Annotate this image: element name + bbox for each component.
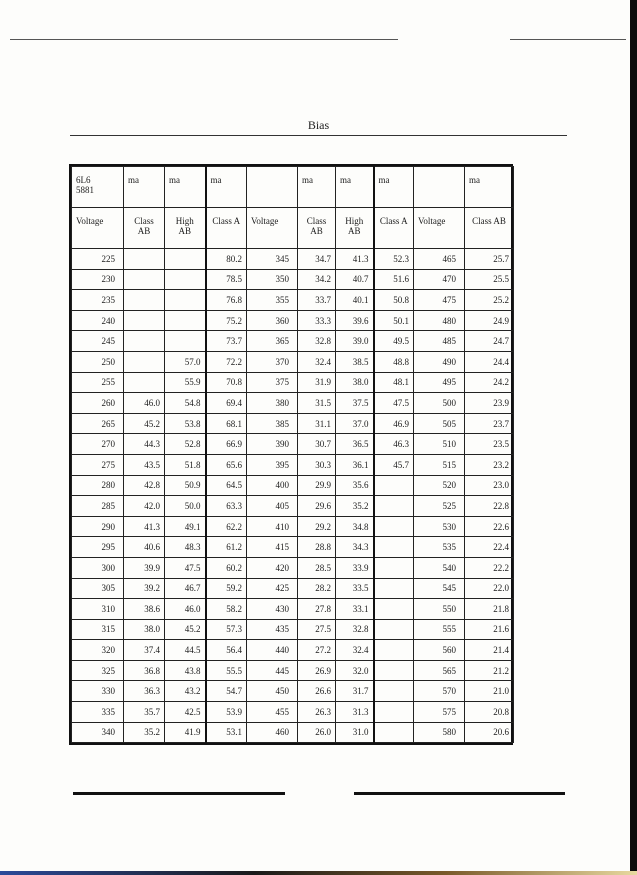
voltage-cell: 365 xyxy=(247,331,298,352)
voltage-cell: 345 xyxy=(247,249,298,270)
current-cell: 30.3 xyxy=(298,454,336,475)
voltage-cell: 375 xyxy=(247,372,298,393)
current-cell: 42.8 xyxy=(124,475,165,496)
current-cell xyxy=(374,516,414,537)
voltage-cell: 350 xyxy=(247,269,298,290)
voltage-cell: 325 xyxy=(72,660,124,681)
current-cell: 22.4 xyxy=(465,537,514,558)
current-cell: 32.0 xyxy=(336,660,374,681)
title-underline xyxy=(70,135,567,136)
current-cell: 37.4 xyxy=(124,640,165,661)
current-cell: 44.5 xyxy=(165,640,206,661)
current-cell xyxy=(124,351,165,372)
table-row xyxy=(72,454,514,475)
current-cell: 23.0 xyxy=(465,475,514,496)
current-cell xyxy=(124,372,165,393)
current-cell: 22.6 xyxy=(465,516,514,537)
voltage-cell: 405 xyxy=(247,496,298,517)
current-cell: 35.2 xyxy=(124,722,165,743)
current-cell: 24.4 xyxy=(465,351,514,372)
current-cell: 69.4 xyxy=(206,393,247,414)
current-cell: 80.2 xyxy=(206,249,247,270)
current-cell: 33.7 xyxy=(298,290,336,311)
current-cell: 36.8 xyxy=(124,660,165,681)
current-cell: 50.8 xyxy=(374,290,414,311)
table-row xyxy=(72,619,514,640)
current-cell: 35.2 xyxy=(336,496,374,517)
current-cell xyxy=(374,475,414,496)
unit-header: ma xyxy=(298,167,336,208)
table-row xyxy=(72,475,514,496)
table-row xyxy=(72,640,514,661)
current-cell xyxy=(374,640,414,661)
current-cell: 26.9 xyxy=(298,660,336,681)
unit-header: ma xyxy=(124,167,165,208)
current-cell: 55.9 xyxy=(165,372,206,393)
voltage-cell: 510 xyxy=(414,434,465,455)
voltage-cell: 460 xyxy=(247,722,298,743)
current-cell: 45.2 xyxy=(124,413,165,434)
current-cell: 68.1 xyxy=(206,413,247,434)
bottom-rule-right xyxy=(354,792,565,795)
voltage-cell: 445 xyxy=(247,660,298,681)
current-cell: 25.7 xyxy=(465,249,514,270)
voltage-cell: 275 xyxy=(72,454,124,475)
voltage-cell: 530 xyxy=(414,516,465,537)
voltage-cell: 355 xyxy=(247,290,298,311)
current-cell: 40.7 xyxy=(336,269,374,290)
current-cell: 54.8 xyxy=(165,393,206,414)
current-cell: 39.6 xyxy=(336,310,374,331)
table-row xyxy=(72,393,514,414)
voltage-cell: 435 xyxy=(247,619,298,640)
voltage-cell: 475 xyxy=(414,290,465,311)
voltage-cell: 420 xyxy=(247,557,298,578)
voltage-cell: 360 xyxy=(247,310,298,331)
unit-header: ma xyxy=(374,167,414,208)
class-column-header: Class A xyxy=(206,208,247,249)
current-cell: 56.4 xyxy=(206,640,247,661)
current-cell: 42.5 xyxy=(165,702,206,723)
current-cell xyxy=(374,496,414,517)
voltage-cell: 380 xyxy=(247,393,298,414)
voltage-cell: 555 xyxy=(414,619,465,640)
current-cell: 28.2 xyxy=(298,578,336,599)
voltage-cell: 390 xyxy=(247,434,298,455)
current-cell: 36.1 xyxy=(336,454,374,475)
unit-header: ma xyxy=(206,167,247,208)
current-cell: 39.2 xyxy=(124,578,165,599)
table-body xyxy=(72,249,514,743)
class-column-header: High AB xyxy=(336,208,374,249)
unit-header xyxy=(414,167,465,208)
voltage-cell: 290 xyxy=(72,516,124,537)
scan-bottom-edge xyxy=(0,871,637,875)
unit-header xyxy=(247,167,298,208)
current-cell xyxy=(374,537,414,558)
current-cell: 30.7 xyxy=(298,434,336,455)
current-cell: 21.6 xyxy=(465,619,514,640)
current-cell: 55.5 xyxy=(206,660,247,681)
top-rule-left xyxy=(10,39,398,40)
current-cell: 21.2 xyxy=(465,660,514,681)
current-cell: 46.3 xyxy=(374,434,414,455)
class-column-header: High AB xyxy=(165,208,206,249)
current-cell: 31.3 xyxy=(336,702,374,723)
current-cell: 38.0 xyxy=(336,372,374,393)
current-cell: 50.1 xyxy=(374,310,414,331)
voltage-cell: 485 xyxy=(414,331,465,352)
current-cell xyxy=(374,722,414,743)
current-cell xyxy=(165,310,206,331)
current-cell: 23.7 xyxy=(465,413,514,434)
current-cell: 27.5 xyxy=(298,619,336,640)
current-cell xyxy=(165,331,206,352)
voltage-cell: 440 xyxy=(247,640,298,661)
current-cell: 37.0 xyxy=(336,413,374,434)
current-cell: 41.9 xyxy=(165,722,206,743)
current-cell: 33.5 xyxy=(336,578,374,599)
current-cell: 33.3 xyxy=(298,310,336,331)
current-cell: 39.9 xyxy=(124,557,165,578)
current-cell: 43.8 xyxy=(165,660,206,681)
current-cell: 31.7 xyxy=(336,681,374,702)
current-cell: 31.5 xyxy=(298,393,336,414)
current-cell: 53.8 xyxy=(165,413,206,434)
current-cell: 57.3 xyxy=(206,619,247,640)
current-cell: 46.0 xyxy=(124,393,165,414)
voltage-cell: 575 xyxy=(414,702,465,723)
class-column-header: Class AB xyxy=(124,208,165,249)
current-cell: 20.6 xyxy=(465,722,514,743)
current-cell: 72.2 xyxy=(206,351,247,372)
table-row xyxy=(72,599,514,620)
current-cell: 61.2 xyxy=(206,537,247,558)
current-cell: 34.7 xyxy=(298,249,336,270)
voltage-cell: 335 xyxy=(72,702,124,723)
table-row xyxy=(72,702,514,723)
voltage-cell: 540 xyxy=(414,557,465,578)
voltage-cell: 260 xyxy=(72,393,124,414)
voltage-cell: 395 xyxy=(247,454,298,475)
voltage-cell: 315 xyxy=(72,619,124,640)
voltage-cell: 270 xyxy=(72,434,124,455)
current-cell: 64.5 xyxy=(206,475,247,496)
current-cell: 22.8 xyxy=(465,496,514,517)
bottom-rule-left xyxy=(73,792,285,795)
current-cell xyxy=(124,269,165,290)
current-cell: 49.1 xyxy=(165,516,206,537)
current-cell: 44.3 xyxy=(124,434,165,455)
current-cell: 75.2 xyxy=(206,310,247,331)
voltage-cell: 500 xyxy=(414,393,465,414)
current-cell: 28.8 xyxy=(298,537,336,558)
table-row xyxy=(72,331,514,352)
current-cell: 53.1 xyxy=(206,722,247,743)
current-cell: 27.8 xyxy=(298,599,336,620)
current-cell: 21.8 xyxy=(465,599,514,620)
class-column-header: Class AB xyxy=(465,208,514,249)
voltage-cell: 295 xyxy=(72,537,124,558)
current-cell: 52.8 xyxy=(165,434,206,455)
current-cell: 58.2 xyxy=(206,599,247,620)
current-cell: 51.6 xyxy=(374,269,414,290)
voltage-column-header: Voltage xyxy=(72,208,124,249)
current-cell: 54.7 xyxy=(206,681,247,702)
current-cell: 38.5 xyxy=(336,351,374,372)
current-cell: 31.0 xyxy=(336,722,374,743)
voltage-cell: 410 xyxy=(247,516,298,537)
current-cell xyxy=(374,619,414,640)
current-cell: 59.2 xyxy=(206,578,247,599)
header-row-labels xyxy=(72,208,514,249)
current-cell xyxy=(124,249,165,270)
current-cell xyxy=(124,331,165,352)
current-cell: 23.2 xyxy=(465,454,514,475)
current-cell: 47.5 xyxy=(165,557,206,578)
current-cell: 27.2 xyxy=(298,640,336,661)
tube-type-header: 6L6 5881 xyxy=(72,167,124,208)
unit-header: ma xyxy=(465,167,514,208)
table-row xyxy=(72,310,514,331)
current-cell: 76.8 xyxy=(206,290,247,311)
current-cell: 35.7 xyxy=(124,702,165,723)
current-cell: 24.9 xyxy=(465,310,514,331)
voltage-cell: 580 xyxy=(414,722,465,743)
current-cell: 47.5 xyxy=(374,393,414,414)
current-cell: 37.5 xyxy=(336,393,374,414)
current-cell: 62.2 xyxy=(206,516,247,537)
voltage-cell: 490 xyxy=(414,351,465,372)
current-cell: 29.9 xyxy=(298,475,336,496)
voltage-cell: 525 xyxy=(414,496,465,517)
current-cell: 22.0 xyxy=(465,578,514,599)
current-cell: 70.8 xyxy=(206,372,247,393)
voltage-cell: 240 xyxy=(72,310,124,331)
table-row xyxy=(72,578,514,599)
table-row xyxy=(72,681,514,702)
current-cell: 46.0 xyxy=(165,599,206,620)
voltage-cell: 300 xyxy=(72,557,124,578)
current-cell: 26.0 xyxy=(298,722,336,743)
current-cell: 48.3 xyxy=(165,537,206,558)
voltage-cell: 480 xyxy=(414,310,465,331)
table-row xyxy=(72,557,514,578)
current-cell xyxy=(165,249,206,270)
current-cell: 23.9 xyxy=(465,393,514,414)
current-cell: 53.9 xyxy=(206,702,247,723)
voltage-cell: 265 xyxy=(72,413,124,434)
unit-header: ma xyxy=(336,167,374,208)
current-cell: 35.6 xyxy=(336,475,374,496)
voltage-cell: 305 xyxy=(72,578,124,599)
current-cell: 73.7 xyxy=(206,331,247,352)
current-cell: 25.2 xyxy=(465,290,514,311)
current-cell: 41.3 xyxy=(124,516,165,537)
current-cell: 25.5 xyxy=(465,269,514,290)
voltage-cell: 505 xyxy=(414,413,465,434)
table-row xyxy=(72,290,514,311)
bias-table xyxy=(69,164,513,745)
current-cell xyxy=(374,557,414,578)
voltage-cell: 455 xyxy=(247,702,298,723)
top-rule-right xyxy=(510,39,626,40)
voltage-cell: 320 xyxy=(72,640,124,661)
current-cell xyxy=(124,310,165,331)
class-column-header: Class AB xyxy=(298,208,336,249)
current-cell: 43.2 xyxy=(165,681,206,702)
current-cell: 48.1 xyxy=(374,372,414,393)
table-row xyxy=(72,434,514,455)
current-cell xyxy=(374,702,414,723)
current-cell xyxy=(374,681,414,702)
voltage-cell: 235 xyxy=(72,290,124,311)
table-row xyxy=(72,516,514,537)
voltage-cell: 415 xyxy=(247,537,298,558)
current-cell: 46.7 xyxy=(165,578,206,599)
current-cell xyxy=(124,290,165,311)
voltage-column-header: Voltage xyxy=(247,208,298,249)
header-row-units xyxy=(72,167,514,208)
voltage-cell: 255 xyxy=(72,372,124,393)
voltage-cell: 250 xyxy=(72,351,124,372)
current-cell: 41.3 xyxy=(336,249,374,270)
unit-header: ma xyxy=(165,167,206,208)
current-cell: 51.8 xyxy=(165,454,206,475)
current-cell: 34.3 xyxy=(336,537,374,558)
voltage-cell: 515 xyxy=(414,454,465,475)
current-cell: 52.3 xyxy=(374,249,414,270)
voltage-cell: 245 xyxy=(72,331,124,352)
voltage-cell: 340 xyxy=(72,722,124,743)
current-cell: 50.9 xyxy=(165,475,206,496)
current-cell: 66.9 xyxy=(206,434,247,455)
current-cell: 32.8 xyxy=(336,619,374,640)
current-cell: 40.1 xyxy=(336,290,374,311)
current-cell: 31.1 xyxy=(298,413,336,434)
current-cell xyxy=(165,269,206,290)
voltage-cell: 310 xyxy=(72,599,124,620)
current-cell: 22.2 xyxy=(465,557,514,578)
current-cell: 26.3 xyxy=(298,702,336,723)
current-cell: 31.9 xyxy=(298,372,336,393)
current-cell: 39.0 xyxy=(336,331,374,352)
voltage-cell: 565 xyxy=(414,660,465,681)
current-cell: 23.5 xyxy=(465,434,514,455)
current-cell: 34.2 xyxy=(298,269,336,290)
voltage-cell: 230 xyxy=(72,269,124,290)
current-cell: 29.6 xyxy=(298,496,336,517)
current-cell: 65.6 xyxy=(206,454,247,475)
current-cell: 57.0 xyxy=(165,351,206,372)
current-cell: 20.8 xyxy=(465,702,514,723)
current-cell xyxy=(374,599,414,620)
current-cell: 78.5 xyxy=(206,269,247,290)
table-row xyxy=(72,413,514,434)
voltage-cell: 545 xyxy=(414,578,465,599)
voltage-cell: 400 xyxy=(247,475,298,496)
current-cell: 38.0 xyxy=(124,619,165,640)
voltage-cell: 560 xyxy=(414,640,465,661)
table-row xyxy=(72,351,514,372)
current-cell: 28.5 xyxy=(298,557,336,578)
current-cell: 45.2 xyxy=(165,619,206,640)
voltage-cell: 225 xyxy=(72,249,124,270)
current-cell: 40.6 xyxy=(124,537,165,558)
current-cell: 32.8 xyxy=(298,331,336,352)
current-cell: 34.8 xyxy=(336,516,374,537)
voltage-cell: 430 xyxy=(247,599,298,620)
voltage-cell: 465 xyxy=(414,249,465,270)
current-cell: 50.0 xyxy=(165,496,206,517)
voltage-cell: 280 xyxy=(72,475,124,496)
table-row xyxy=(72,722,514,743)
voltage-cell: 330 xyxy=(72,681,124,702)
table-row xyxy=(72,269,514,290)
current-cell: 33.9 xyxy=(336,557,374,578)
current-cell: 38.6 xyxy=(124,599,165,620)
current-cell: 32.4 xyxy=(336,640,374,661)
voltage-cell: 495 xyxy=(414,372,465,393)
current-cell: 21.0 xyxy=(465,681,514,702)
current-cell: 32.4 xyxy=(298,351,336,372)
table-row xyxy=(72,660,514,681)
current-cell: 36.5 xyxy=(336,434,374,455)
table-row xyxy=(72,249,514,270)
table-row xyxy=(72,537,514,558)
current-cell: 24.2 xyxy=(465,372,514,393)
current-cell: 42.0 xyxy=(124,496,165,517)
current-cell: 63.3 xyxy=(206,496,247,517)
current-cell: 45.7 xyxy=(374,454,414,475)
voltage-cell: 370 xyxy=(247,351,298,372)
current-cell: 21.4 xyxy=(465,640,514,661)
current-cell: 46.9 xyxy=(374,413,414,434)
scan-edge xyxy=(630,0,637,875)
page-title: Bias xyxy=(307,118,330,132)
current-cell: 36.3 xyxy=(124,681,165,702)
voltage-column-header: Voltage xyxy=(414,208,465,249)
current-cell: 60.2 xyxy=(206,557,247,578)
voltage-cell: 570 xyxy=(414,681,465,702)
voltage-cell: 550 xyxy=(414,599,465,620)
table-row xyxy=(72,372,514,393)
current-cell: 33.1 xyxy=(336,599,374,620)
voltage-cell: 520 xyxy=(414,475,465,496)
current-cell xyxy=(374,578,414,599)
voltage-cell: 470 xyxy=(414,269,465,290)
table-row xyxy=(72,496,514,517)
voltage-cell: 425 xyxy=(247,578,298,599)
current-cell: 29.2 xyxy=(298,516,336,537)
current-cell: 26.6 xyxy=(298,681,336,702)
current-cell: 24.7 xyxy=(465,331,514,352)
current-cell: 43.5 xyxy=(124,454,165,475)
current-cell: 48.8 xyxy=(374,351,414,372)
voltage-cell: 285 xyxy=(72,496,124,517)
class-column-header: Class A xyxy=(374,208,414,249)
current-cell xyxy=(374,660,414,681)
current-cell: 49.5 xyxy=(374,331,414,352)
voltage-cell: 450 xyxy=(247,681,298,702)
voltage-cell: 385 xyxy=(247,413,298,434)
voltage-cell: 535 xyxy=(414,537,465,558)
current-cell xyxy=(165,290,206,311)
